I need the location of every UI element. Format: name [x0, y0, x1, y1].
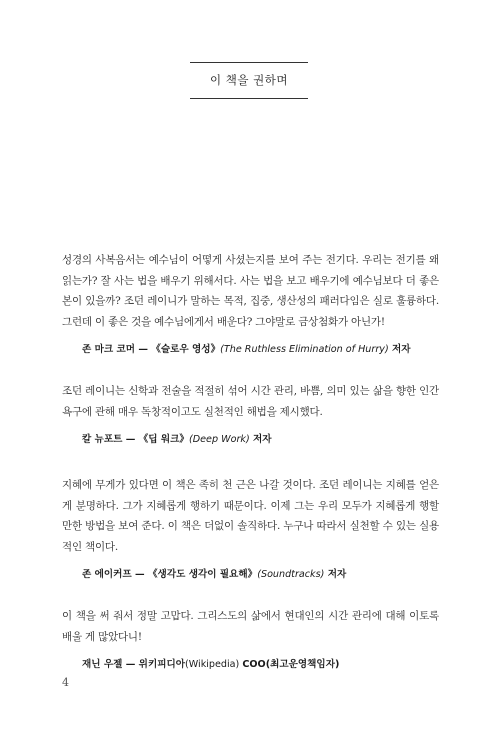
endorsement-author [82, 341, 439, 355]
endorsement-quote: 조던 레이니는 신학과 전술을 적절히 섞어 시간 관리, 바쁨, 의미 있는 삶을 향한 인간 욕구에 관해 매우 독창적이고도 실천적인 해법을 제시했다. [62, 385, 439, 418]
heading-title: 이 책을 권하며 [210, 73, 288, 87]
author-name: 존 에이커프 — 《생각도 생각이 필요해》 [82, 569, 258, 580]
chapter-heading [190, 62, 308, 99]
author-name: 재닌 우젤 — 위키피디아 [82, 659, 186, 670]
author-english-title: (Deep Work) [189, 434, 250, 445]
author-suffix: 저자 [249, 434, 272, 445]
endorsements [62, 250, 439, 670]
author-suffix: 저자 [324, 569, 347, 580]
endorsement-quote: 지혜에 무게가 있다면 이 책은 족히 천 근은 나갈 것이다. 조던 레이니는 지혜를 얻은 게 분명하다. 그가 지혜롭게 행하기 때문이다. 이제 그는 우리 모두가 지혜롭게 행할 만한 방법을 보여 준다. 이 책은 더없이 솔직하다. 누구나 따라서 실천할 수 있는 실용적인 책이다. [62, 479, 439, 553]
author-name: 존 마크 코머 — 《슬로우 영성》 [82, 344, 221, 355]
endorsement-author [82, 656, 439, 670]
endorsement-author [82, 431, 439, 445]
author-suffix: 저자 [388, 344, 411, 355]
author-english-title: (Wikipedia) [185, 659, 243, 670]
author-name: 칼 뉴포트 — 《딥 워크》 [82, 434, 190, 445]
author-english-title: (Soundtracks) [257, 569, 325, 580]
endorsement-3 [62, 475, 439, 580]
endorsement-quote: 이 책을 써 줘서 정말 고맙다. 그리스도의 삶에서 현대인의 시간 관리에 대해 이토록 배울 게 많았다니! [62, 610, 439, 643]
endorsement-1 [62, 250, 439, 355]
author-english-title: (The Ruthless Elimination of Hurry) [220, 344, 389, 355]
endorsement-2 [62, 381, 439, 445]
page-number: 4 [62, 676, 69, 689]
heading-bottom-rule [190, 98, 308, 99]
author-suffix: COO(최고운영책임자) [242, 659, 340, 670]
endorsement-author [82, 566, 439, 580]
endorsement-quote: 성경의 사복음서는 예수님이 어떻게 사셨는지를 보여 주는 전기다. 우리는 전기를 왜 읽는가? 잘 사는 법을 배우기 위해서다. 사는 법을 보고 배우기에 예수님보다 더 좋은 본이 있을까? 조던 레이니가 말하는 목적, 집중, 생산성의 패러다임은 실로 훌륭하다. 그런데 이 좋은 것을 예수님에게서 배운다? 그야말로 금상첨화가 아닌가! [62, 254, 439, 328]
endorsement-4 [62, 606, 439, 670]
